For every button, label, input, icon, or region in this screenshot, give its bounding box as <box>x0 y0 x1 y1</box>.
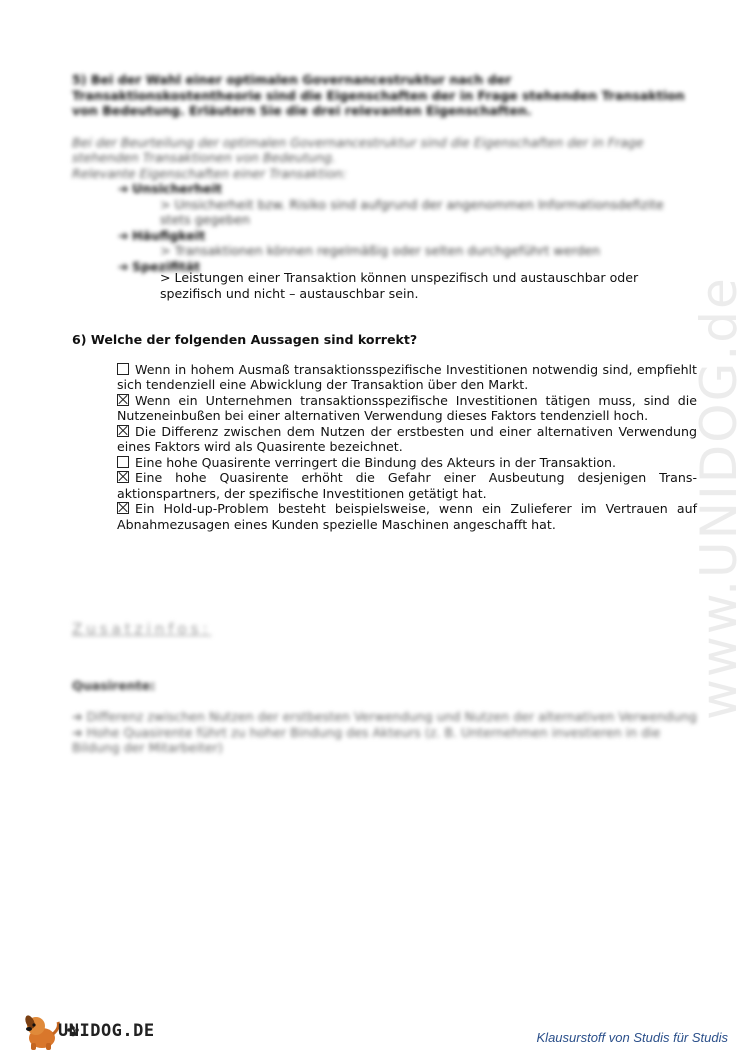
answer-option <box>117 501 697 532</box>
property-description <box>160 243 692 259</box>
checkbox-checked[interactable] <box>117 394 129 406</box>
footer-slogan: Klausurstoff von Studis für Studis <box>536 1030 728 1045</box>
checkbox-unchecked[interactable] <box>117 456 129 468</box>
question-5 <box>72 72 692 274</box>
answer-option <box>117 455 697 471</box>
property-label: Unsicherheit <box>132 181 223 196</box>
additional-info-line: ➔ Hohe Quasirente führt zu hoher Bindung des Akteurs (z. B. Unternehmen investieren in die Bildung der Mitarbeiter) <box>72 724 661 755</box>
answer-option <box>117 424 697 455</box>
question-6-title: 6) Welche der folgenden Aussagen sind korrekt? <box>72 332 418 347</box>
answer-text: Eine hohe Quasirente erhöht die Gefahr einer Ausbeutung desjenigen Trans-aktionspartners, der spezifische Investitionen getätigt hat. <box>117 470 697 501</box>
property-label: Spezifität <box>132 258 201 274</box>
additional-info-subheading: Quasirente: <box>72 677 156 693</box>
answer-option <box>117 362 697 393</box>
logo-text: UNIDOG.DE <box>58 1021 155 1041</box>
question-5-intro <box>72 135 692 182</box>
property-label: Häufigkeit <box>132 227 206 243</box>
question-6 <box>72 332 697 532</box>
description-line: > Transaktionen können regelmäßig oder selten durchgeführt werden <box>160 243 601 258</box>
arrow-icon: ➔ <box>118 258 129 274</box>
description-line: stets gegeben <box>160 212 250 227</box>
intro-line: Bei der Beurteilung der optimalen Governancestruktur sind die Eigenschaften der in Frage <box>72 134 644 150</box>
answer-text: Die Differenz zwischen dem Nutzen der erstbesten und einer alternativen Verwendung eines Faktors wird als Quasirente bezeichnet. <box>117 423 697 454</box>
checkbox-checked[interactable] <box>117 471 129 483</box>
title-line: von Bedeutung. Erläutern Sie die drei relevanten Eigenschaften. <box>72 103 532 118</box>
arrow-icon: ➔ <box>118 181 129 196</box>
answer-text: Eine hohe Quasirente verringert die Bindung des Akteurs in der Transaktion. <box>135 454 617 470</box>
property-description <box>160 197 692 228</box>
property-item-uncertainty <box>118 181 692 197</box>
answer-text: Wenn in hohem Ausmaß transaktionsspezifische Investitionen notwendig sind, empfiehlt sich tendenziell eine Abwicklung der Transaktion über den Markt. <box>117 361 697 392</box>
description-line: > Unsicherheit bzw. Risiko sind aufgrund der angenommen Informationsdefizite <box>160 196 664 212</box>
arrow-icon: ➔ <box>118 227 129 243</box>
checkbox-unchecked[interactable] <box>117 363 129 375</box>
watermark-text: www.UNIDOG.de <box>690 276 748 720</box>
answer-options <box>117 362 697 533</box>
specificity-description <box>160 270 660 301</box>
answer-text: Ein Hold-up-Problem besteht beispielsweise, wenn ein Zulieferer im Vertrauen auf Abnahmezusagen eines Kunden spezielle Maschinen angeschafft hat. <box>117 501 697 532</box>
answer-text: Wenn ein Unternehmen transaktionsspezifische Investitionen tätigen muss, sind die Nutzeneinbußen bei einer alternativen Verwendung dieses Faktors tendenziell hoch. <box>117 392 697 423</box>
title-line: 5) Bei der Wahl einer optimalen Governancestruktur nach der <box>72 72 512 87</box>
additional-info-line: ➔ Differenz zwischen Nutzen der erstbesten Verwendung und Nutzen der alternativen Verwendung <box>72 709 697 724</box>
property-item-frequency <box>118 228 692 244</box>
answer-option <box>117 470 697 501</box>
question-5-title <box>72 72 692 119</box>
description-line: > Leistungen einer Transaktion können unspezifisch und austauschbar oder <box>160 270 639 285</box>
intro-line: Relevante Eigenschaften einer Transaktion: <box>72 165 347 181</box>
additional-info <box>72 622 697 756</box>
title-line: Transaktionskostentheorie sind die Eigenschaften der in Frage stehenden Transaktion <box>72 87 685 103</box>
additional-info-heading: Zusatzinfos: <box>72 620 212 638</box>
checkbox-checked[interactable] <box>117 425 129 437</box>
checkbox-checked[interactable] <box>117 502 129 514</box>
answer-option <box>117 393 697 424</box>
intro-line: stehenden Transaktionen von Bedeutung. <box>72 150 336 165</box>
description-line: spezifisch und nicht – austauschbar sein. <box>160 285 419 301</box>
